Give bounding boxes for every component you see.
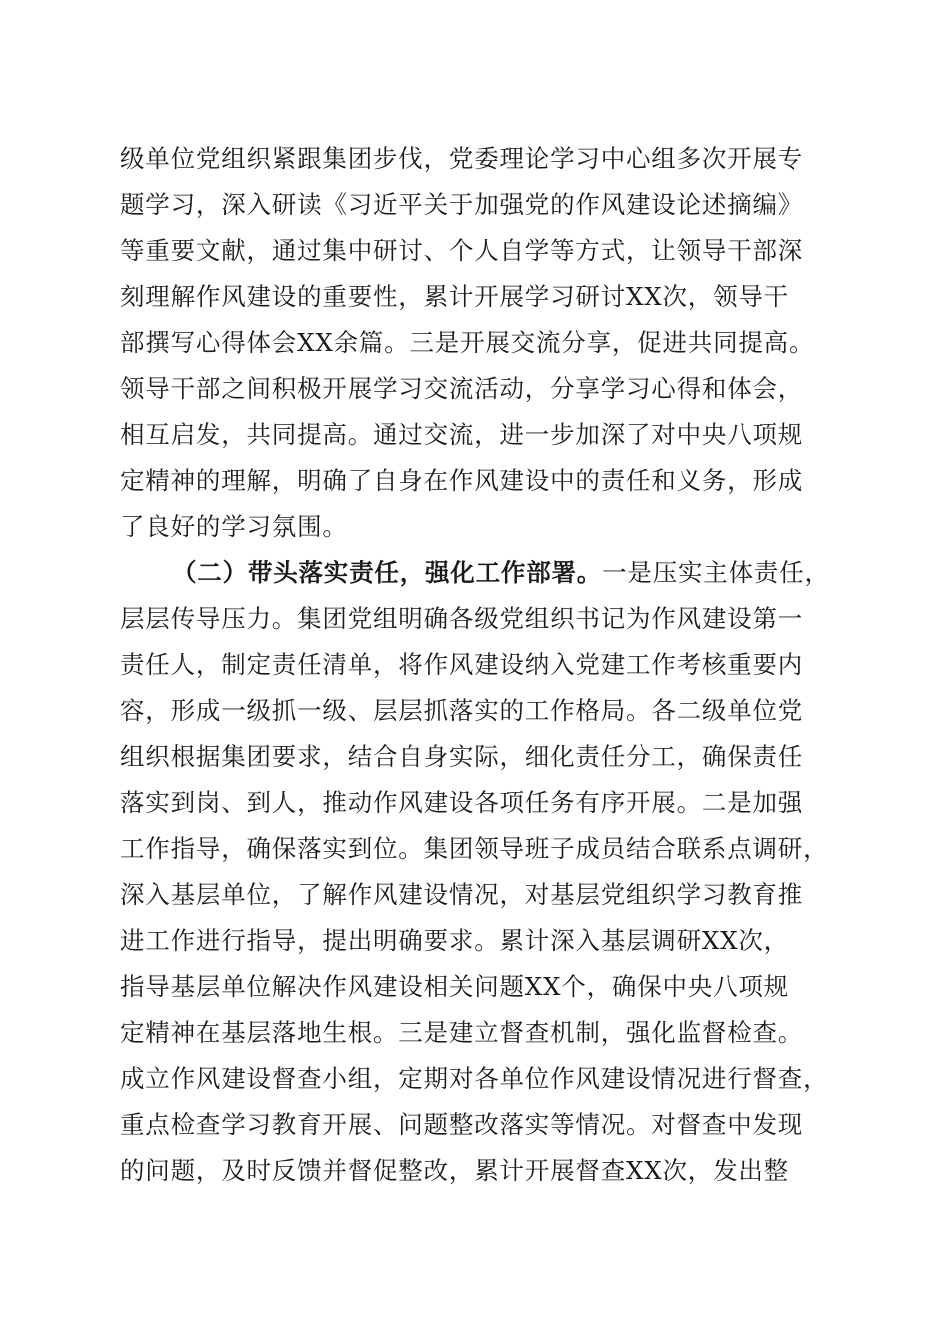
paragraph-line: 重点检查学习教育开展、问题整改落实等情况。对督查中发现 (120, 1110, 804, 1139)
paragraph-line: 刻理解作风建设的重要性，累计开展学习研讨XX次，领导干 (120, 282, 789, 311)
paragraph-line: 深入基层单位，了解作风建设情况，对基层党组织学习教育推 (120, 880, 804, 909)
paragraph-line: 工作指导，确保落实到位。集团领导班子成员结合联系点调研， (120, 834, 829, 863)
paragraph-line: 落实到岗、到人，推动作风建设各项任务有序开展。二是加强 (120, 788, 804, 817)
section-heading: （二）带头落实责任，强化工作部署。 (172, 558, 603, 587)
paragraph-line: 了良好的学习氛围。 (120, 512, 348, 541)
paragraph-line: 进工作进行指导，提出明确要求。累计深入基层调研XX次， (120, 926, 789, 955)
paragraph-line: 等重要文献，通过集中研讨、个人自学等方式，让领导干部深 (120, 236, 804, 265)
paragraph-line: 层层传导压力。集团党组明确各级党组织书记为作风建设第一 (120, 604, 804, 633)
paragraph-line: 指导基层单位解决作风建设相关问题XX个，确保中央八项规 (120, 972, 789, 1001)
section-heading-rest: 一是压实主体责任， (602, 558, 830, 587)
section-heading-line (172, 558, 830, 587)
paragraph-line: 成立作风建设督查小组，定期对各单位作风建设情况进行督查， (120, 1064, 829, 1093)
paragraph-line: 责任人，制定责任清单，将作风建设纳入党建工作考核重要内 (120, 650, 804, 679)
paragraph-line: 级单位党组织紧跟集团步伐，党委理论学习中心组多次开展专 (120, 144, 804, 173)
paragraph-line: 组织根据集团要求，结合自身实际，细化责任分工，确保责任 (120, 742, 804, 771)
paragraph-line: 容，形成一级抓一级、层层抓落实的工作格局。各二级单位党 (120, 696, 804, 725)
paragraph-line: 定精神的理解，明确了自身在作风建设中的责任和义务，形成 (120, 466, 804, 495)
paragraph-line: 题学习，深入研读《习近平关于加强党的作风建设论述摘编》 (120, 190, 804, 219)
paragraph-line: 部撰写心得体会XX余篇。三是开展交流分享，促进共同提高。 (120, 328, 815, 357)
paragraph-line: 定精神在基层落地生根。三是建立督查机制，强化监督检查。 (120, 1018, 804, 1047)
paragraph-line: 领导干部之间积极开展学习交流活动，分享学习心得和体会， (120, 374, 804, 403)
paragraph-line: 相互启发，共同提高。通过交流，进一步加深了对中央八项规 (120, 420, 804, 449)
paragraph-line: 的问题，及时反馈并督促整改，累计开展督查XX次，发出整 (120, 1156, 789, 1185)
